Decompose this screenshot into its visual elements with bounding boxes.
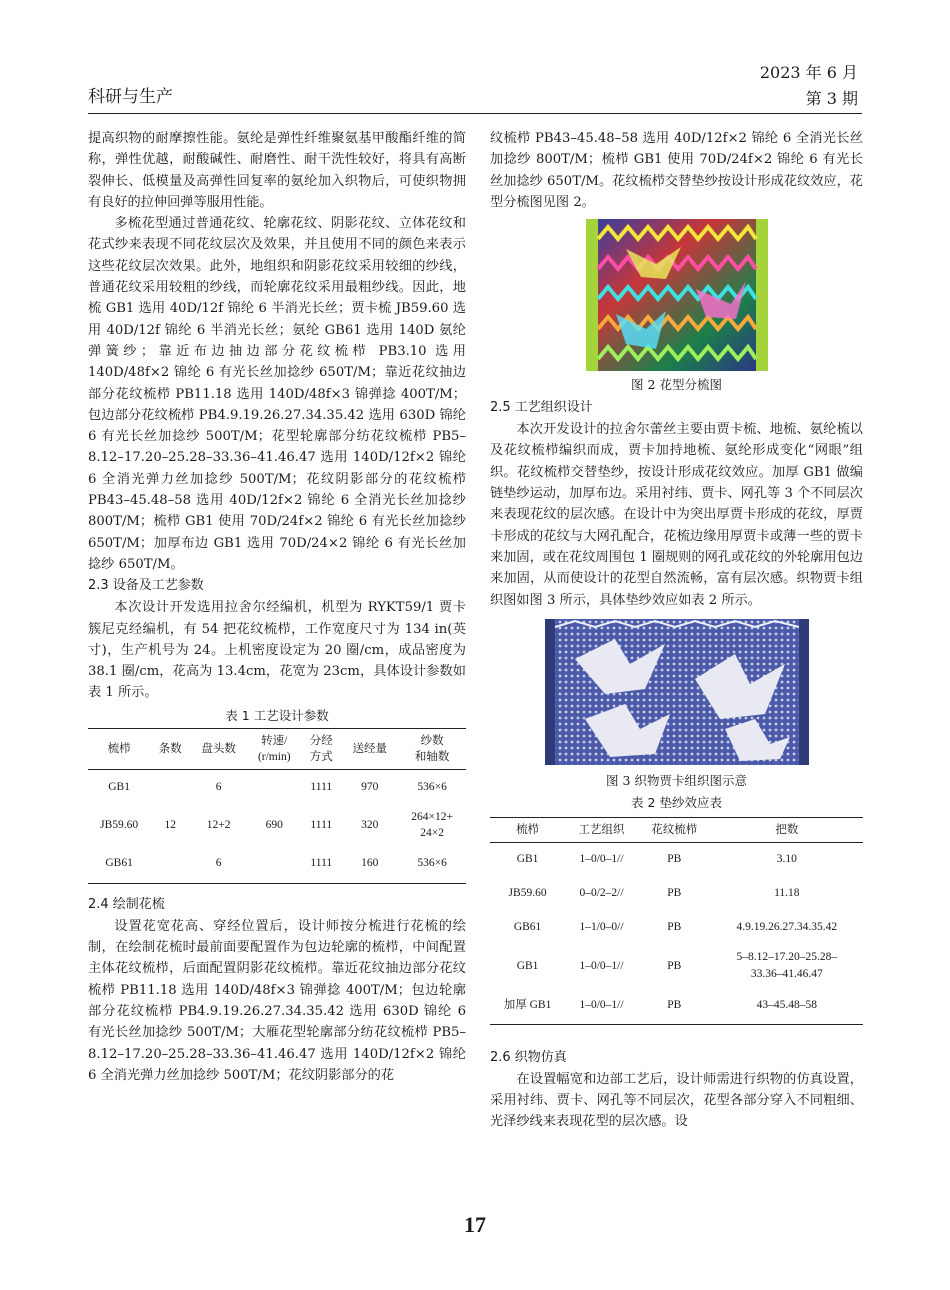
page-number: 17 — [464, 1212, 486, 1237]
table-header: 把数 — [711, 817, 863, 842]
section-heading: 2.3 设备及工艺参数 — [88, 578, 204, 594]
paragraph: 本次开发设计的拉舍尔蕾丝主要由贾卡梳、地梳、氨纶梳以及花纹梳栉编织而成，贾卡加持地梳、氨纶形成变化“网眼”组织。花纹梳栉交替垫纱，按设计形成花纹效应。加厚 GB1 做编链垫纱运动，加厚布边。采用衬纬、贾卡、网孔等 3 个不同层次来表现花纹的层次感。在设计中为突出厚贾卡形成的花纹，厚贾卡形成的花纹与大网孔配合，花梳边缘用厚贾卡或薄一些的贾卡来加固，或在花纹周围包 1 圈规则的网孔或花纹的外轮廓用包边来加固，从而使设计的花型自然流畅，富有层次感。织物贾卡组织图如图 3 所示，具体垫纱效应如表 2 所示。 — [490, 422, 863, 608]
table-cell: 1–0/0–1// — [579, 852, 624, 865]
table-cell: PB — [667, 959, 682, 972]
table-cell: 6 — [215, 780, 222, 793]
table-cell: 690 — [265, 818, 283, 831]
table-cell: 320 — [361, 818, 379, 831]
table-cell — [247, 769, 301, 805]
table-caption: 表 1 工艺设计参数 — [225, 707, 329, 723]
table-header: 工艺组织 — [565, 817, 638, 842]
table-cell: 6 — [190, 845, 247, 883]
table-row — [490, 876, 863, 910]
figure-3 — [490, 619, 863, 765]
table-cell: 536×6 — [417, 780, 447, 793]
table-header: 条数 — [150, 728, 190, 769]
paragraph: 纹梳栉 PB43–45.48–58 选用 40D/12f×2 锦纶 6 全消光长丝加捻纱 800T/M；梳栉 GB1 使用 70D/24f×2 锦纶 6 有光长丝加捻纱 650T/M。花纹梳栉交替垫纱按设计形成花纹效应，花型分梳图见图 2。 — [490, 131, 863, 210]
right-column — [490, 128, 863, 1133]
issue-number: 第 3 期 — [805, 89, 858, 108]
table-cell: 264×12+ 24×2 — [411, 811, 453, 840]
issue-info — [760, 60, 858, 112]
figure-2 — [490, 219, 863, 371]
table-header: 送经量 — [341, 728, 398, 769]
table-row — [490, 910, 863, 944]
table-cell: GB61 — [88, 845, 150, 883]
table-cell: PB — [638, 988, 711, 1024]
table-lapping-effect — [490, 817, 863, 1025]
table-cell: 43–45.48–58 — [711, 988, 863, 1024]
table-cell: 加厚 GB1 — [490, 988, 565, 1024]
table-header: 盘头数 — [190, 728, 247, 769]
table-cell: 0–0/2–2// — [579, 886, 624, 899]
header-rule — [88, 113, 862, 114]
issue-date: 2023 年 6 月 — [759, 63, 858, 82]
table-cell: 1–0/0–1// — [565, 988, 638, 1024]
table-cell: 1111 — [301, 845, 341, 883]
table-cell: 160 — [341, 845, 398, 883]
table-cell — [150, 769, 190, 805]
table-header: 梳栉 — [490, 817, 565, 842]
table-cell: 1–1/0–0// — [579, 920, 624, 933]
table-cell: GB61 — [513, 920, 542, 933]
journal-name: 科研与生产 — [88, 87, 173, 107]
table-row — [490, 988, 863, 1024]
table-header: 梳栉 — [88, 728, 150, 769]
paragraph: 设置花宽花高、穿经位置后，设计师按分梳进行花梳的绘制，在绘制花梳时最前面要配置作为包边轮廓的梳栉，中间配置主体花纹梳栉，后面配置阴影花纹梳栉。靠近花纹抽边部分花纹梳栉 PB11.18 选用 140D/48f×3 锦弹捻 400T/M；包边轮廓部分花纹梳栉 PB4.9.19.26.27.34.35.42 选用 630D 锦纶 6 有光长丝加捻纱 500T/M；大雁花型轮廓部分纺花纹梳栉 PB5–8.12–17.20–25.28–33.36–41.46.47 选用 140D/12f×2 锦纶 6 全消光弹力丝加捻纱 500T/M；花纹阴影部分的花 — [88, 918, 466, 1083]
paragraph: 多梳花型通过普通花纹、轮廓花纹、阴影花纹、立体花纹和花式纱来表现不同花纹层次及效果，并且使用不同的颜色来表示这些花纹层次效果。此外，地组织和阴影花纹采用较细的纱线，普通花纹采用较粗的纱线，而轮廓花纹采用最粗纱线。因此，地梳 GB1 选用 40D/12f 锦纶 6 半消光长丝；贾卡梳 JB59.60 选用 40D/12f 锦纶 6 半消光长丝；氨纶 GB61 选用 140D 氨纶弹簧纱；靠近布边抽边部分花纹梳栉 PB3.10 选用 140D/48f×2 锦纶 6 有光长丝加捻纱 650T/M；靠近花纹抽边部分花纹梳栉 PB11.18 选用 140D/48f×3 锦弹捻 400T/M；包边部分花纹梳栉 PB4.9.19.26.27.34.35.42 选用 630D 锦纶 6 有光长丝加捻纱 500T/M；花型轮廓部分纺花纹梳栉 PB5–8.12–17.20–25.28–33.36–41.46.47 选用 140D/12f×2 锦纶 6 全消光弹力丝加捻纱 500T/M；花纹阴影部分的花纹梳栉 PB43–45.48–58 选用 40D/12f×2 锦纶 6 全消光长丝加捻纱 800T/M；梳栉 GB1 使用 70D/24f×2 锦纶 6 有光长丝加捻纱 650T/M；加厚布边 GB1 选用 70D/24×2 锦纶 6 有光长丝加捻纱 650T/M。 — [88, 216, 466, 572]
left-column — [88, 128, 466, 1086]
table-cell: PB — [667, 920, 682, 933]
paragraph: 在设置幅宽和边部工艺后，设计师需进行织物的仿真设置，采用衬纬、贾卡、网孔等不同层次，花型各部分穿入不同粗细、光泽纱线来表现花型的层次感。设 — [490, 1071, 863, 1130]
table-cell — [247, 845, 301, 883]
table-header: 分经 方式 — [301, 728, 341, 769]
table-process-params — [88, 728, 466, 884]
figure-caption: 图 2 花型分梳图 — [631, 377, 722, 393]
table-cell — [150, 845, 190, 883]
table-cell: 3.10 — [776, 852, 797, 865]
table-header: 花纹梳栉 — [638, 817, 711, 842]
pattern-design-image — [586, 219, 768, 371]
table-cell: 5–8.12–17.20–25.28– 33.36–41.46.47 — [736, 951, 838, 981]
table-cell: 11.18 — [774, 886, 800, 899]
section-heading: 2.6 织物仿真 — [490, 1049, 567, 1065]
table-row — [490, 944, 863, 988]
table-caption: 表 2 垫纱效应表 — [631, 794, 722, 810]
table-cell: 12 — [164, 818, 176, 831]
table-cell: 1111 — [310, 818, 333, 831]
table-row — [88, 845, 466, 883]
table-cell: JB59.60 — [100, 818, 139, 831]
jacquard-pattern-image — [545, 619, 809, 765]
paragraph: 提高织物的耐摩擦性能。氨纶是弹性纤维聚氨基甲酸酯纤维的简称，弹性优越，耐酸碱性、耐磨性、耐干洗性较好，将具有高断裂伸长、低模量及高弹性回复率的氨纶加入织物后，可使织物拥有良好的拉伸回弹等服用性能。 — [88, 131, 466, 210]
table-cell: GB1 — [108, 780, 130, 793]
table-cell: 12+2 — [206, 818, 231, 831]
table-cell: 1111 — [310, 780, 333, 793]
section-heading: 2.4 绘制花梳 — [88, 896, 165, 912]
table-row — [490, 842, 863, 876]
table-header: 纱数 和轴数 — [398, 728, 466, 769]
table-cell: 970 — [361, 780, 379, 793]
table-cell: 536×6 — [398, 845, 466, 883]
section-heading: 2.5 工艺组织设计 — [490, 400, 593, 416]
table-cell: PB — [667, 852, 682, 865]
paragraph: 本次设计开发选用拉舍尔经编机，机型为 RYKT59/1 贾卡簇尼克经编机，有 54 把花纹梳栉，工作宽度尺寸为 134 in(英寸)，生产机号为 24。上机密度设定为 20 圈/cm，成品密度为 38.1 圈/cm，花高为 13.4cm，花宽为 23cm，具体设计参数如表 1 所示。 — [88, 600, 466, 701]
table-row — [88, 805, 466, 845]
table-cell: 1–0/0–1// — [579, 959, 624, 972]
table-cell: JB59.60 — [508, 886, 547, 899]
table-cell: GB1 — [516, 959, 539, 972]
figure-caption: 图 3 织物贾卡组织图示意 — [606, 772, 747, 788]
table-header: 转速/ (r/min) — [247, 728, 301, 769]
table-cell: GB1 — [516, 852, 539, 865]
table-cell: PB — [667, 886, 682, 899]
table-row — [88, 769, 466, 805]
table-cell: 4.9.19.26.27.34.35.42 — [736, 920, 838, 933]
